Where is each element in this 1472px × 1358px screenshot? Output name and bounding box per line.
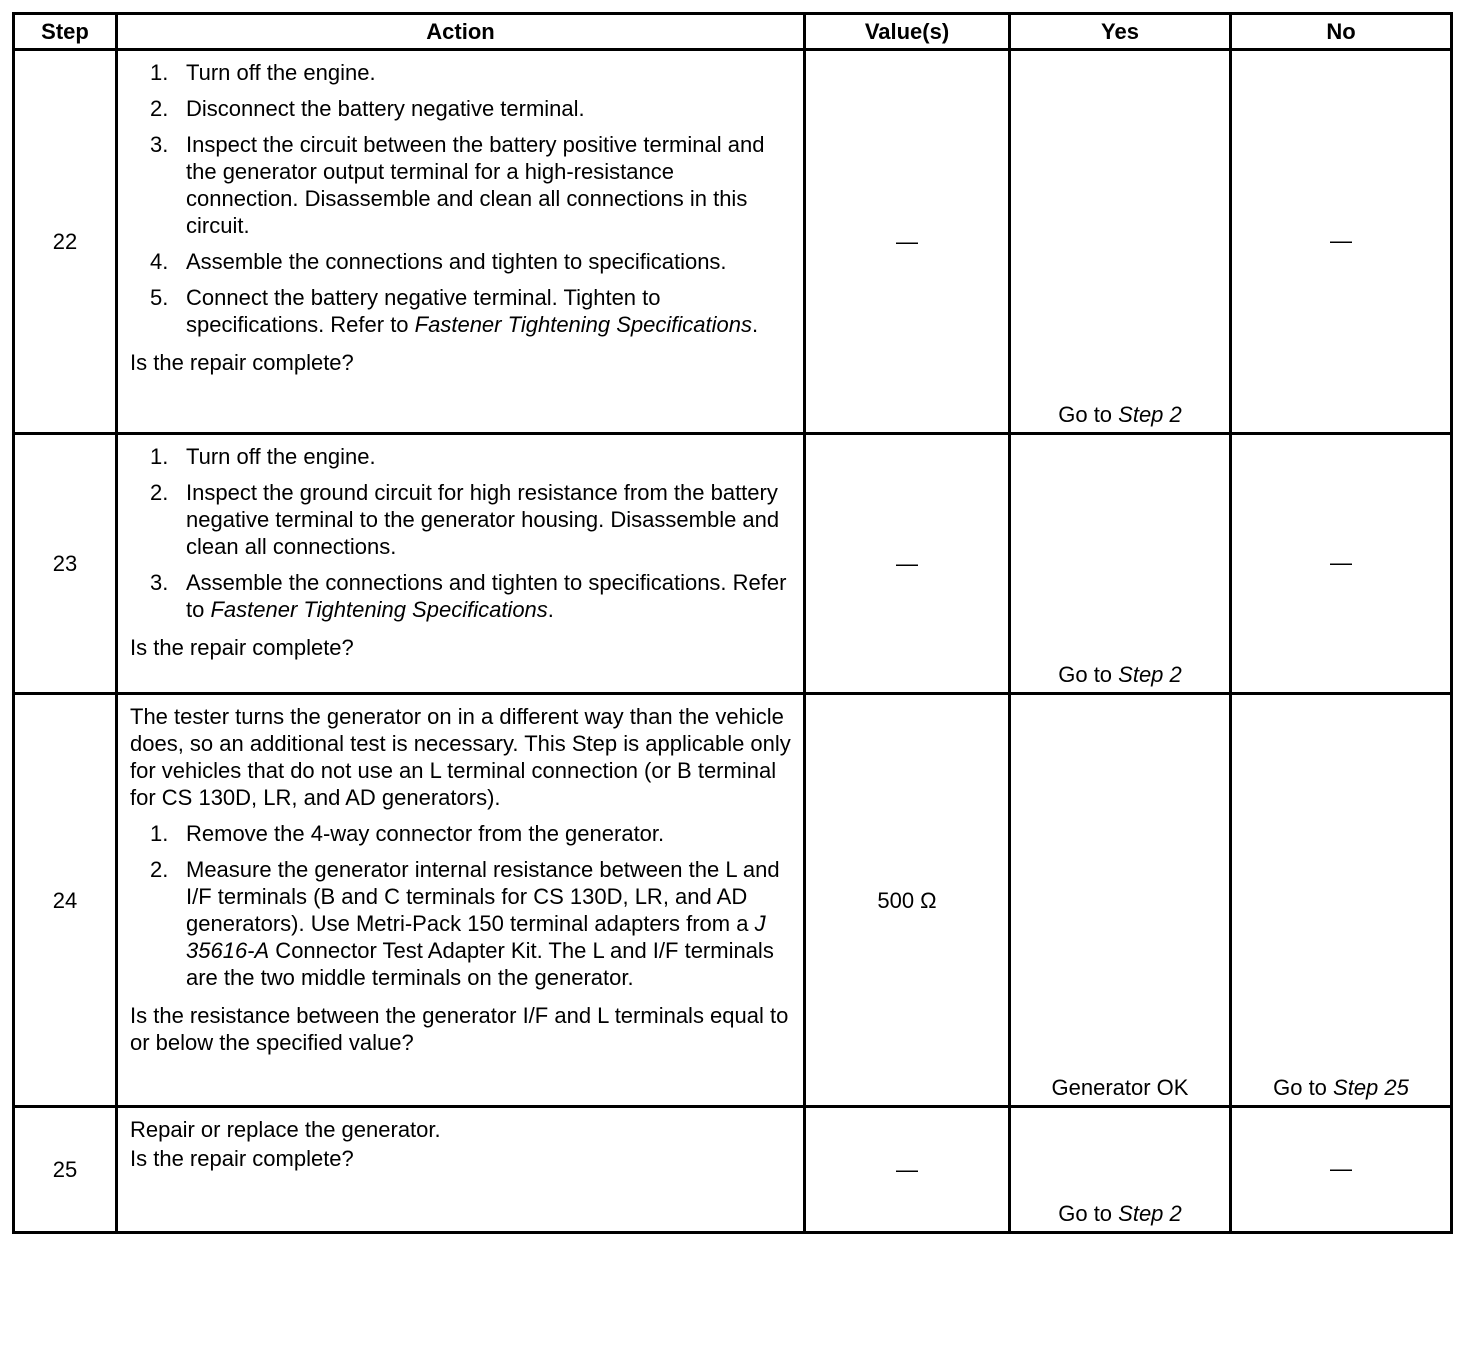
action-question: Is the repair complete? [130, 1146, 354, 1171]
diagnostic-table [12, 12, 1453, 1234]
action-question: Is the resistance between the generator I/F and L terminals equal to or below the specified value? [130, 1003, 789, 1055]
go-to-step-link[interactable]: Step 2 [1118, 1201, 1182, 1226]
action-steps [130, 59, 791, 347]
go-to-step-link[interactable]: Step 2 [1118, 402, 1182, 427]
tool-reference[interactable]: J 35616-A [186, 911, 766, 963]
action-cell [117, 434, 805, 694]
yes-cell: Go to Step 2 [1010, 50, 1231, 434]
list-item: 1. Turn off the engine. [150, 60, 376, 85]
no-cell: Go to Step 25 [1231, 694, 1452, 1107]
list-item: 3. Inspect the circuit between the battery positive terminal and the generator output terminal for a high-resistance connection. Disassemble and clean all connections in this circuit. [150, 132, 765, 238]
list-item: 1. Turn off the engine. [150, 444, 376, 469]
list-item: 4. Assemble the connections and tighten to specifications. [150, 249, 727, 274]
table-row-step-25 [14, 1107, 1452, 1233]
no-cell: — [1231, 434, 1452, 694]
list-item: 2. Inspect the ground circuit for high resistance from the battery negative terminal to the generator housing. Disassemble and clean all connections. [150, 480, 780, 559]
action-question: Is the repair complete? [130, 635, 354, 660]
action-cell [117, 694, 805, 1107]
list-item: 5. Connect the battery negative terminal. Tighten to specifications. Refer to Fastener Tightening Specifications. [150, 285, 759, 337]
go-to-step-link[interactable]: Step 25 [1333, 1075, 1409, 1100]
list-item: 2. Disconnect the battery negative terminal. [150, 96, 585, 121]
action-intro: Repair or replace the generator. [130, 1117, 441, 1142]
yes-cell: Generator OK [1010, 694, 1231, 1107]
header-yes: Yes [1010, 14, 1231, 50]
table-row-step-22 [14, 50, 1452, 434]
no-cell: — [1231, 50, 1452, 434]
header-action: Action [117, 14, 805, 50]
yes-cell: Go to Step 2 [1010, 434, 1231, 694]
header-row [14, 14, 1452, 50]
action-steps [130, 443, 791, 632]
list-item: 3. Assemble the connections and tighten to specifications. Refer to Fastener Tightening Specifications. [150, 570, 787, 622]
table-row-step-23 [14, 434, 1452, 694]
step-number: 24 [14, 694, 117, 1107]
step-number: 22 [14, 50, 117, 434]
go-to-step-link[interactable]: Step 2 [1118, 662, 1182, 687]
action-cell [117, 1107, 805, 1233]
value-cell: — [805, 1107, 1010, 1233]
value-cell: 500 Ω [805, 694, 1010, 1107]
action-steps [130, 820, 791, 991]
step-number: 25 [14, 1107, 117, 1233]
yes-cell: Go to Step 2 [1010, 1107, 1231, 1233]
header-step: Step [14, 14, 117, 50]
table-row-step-24 [14, 694, 1452, 1107]
reference-link[interactable]: Fastener Tightening Specifications [210, 597, 548, 622]
value-cell: — [805, 434, 1010, 694]
header-no: No [1231, 14, 1452, 50]
header-values: Value(s) [805, 14, 1010, 50]
action-intro: The tester turns the generator on in a different way than the vehicle does, so an additional test is necessary. This Step is applicable only for vehicles that do not use an L terminal connection (or B terminal for CS 130D, LR, and AD generators). [130, 704, 791, 810]
list-item: 1. Remove the 4-way connector from the generator. [150, 821, 665, 846]
action-cell [117, 50, 805, 434]
value-cell: — [805, 50, 1010, 434]
list-item: 2. Measure the generator internal resistance between the L and I/F terminals (B and C terminals for CS 130D, LR, and AD generators). Use Metri-Pack 150 terminal adapters from a J 35616-A Connector Test Adapter Kit. The L and I/F terminals are the two middle terminals on the generator. [150, 857, 780, 990]
step-number: 23 [14, 434, 117, 694]
no-cell: — [1231, 1107, 1452, 1233]
action-question: Is the repair complete? [130, 350, 354, 375]
reference-link[interactable]: Fastener Tightening Specifications [414, 312, 752, 337]
